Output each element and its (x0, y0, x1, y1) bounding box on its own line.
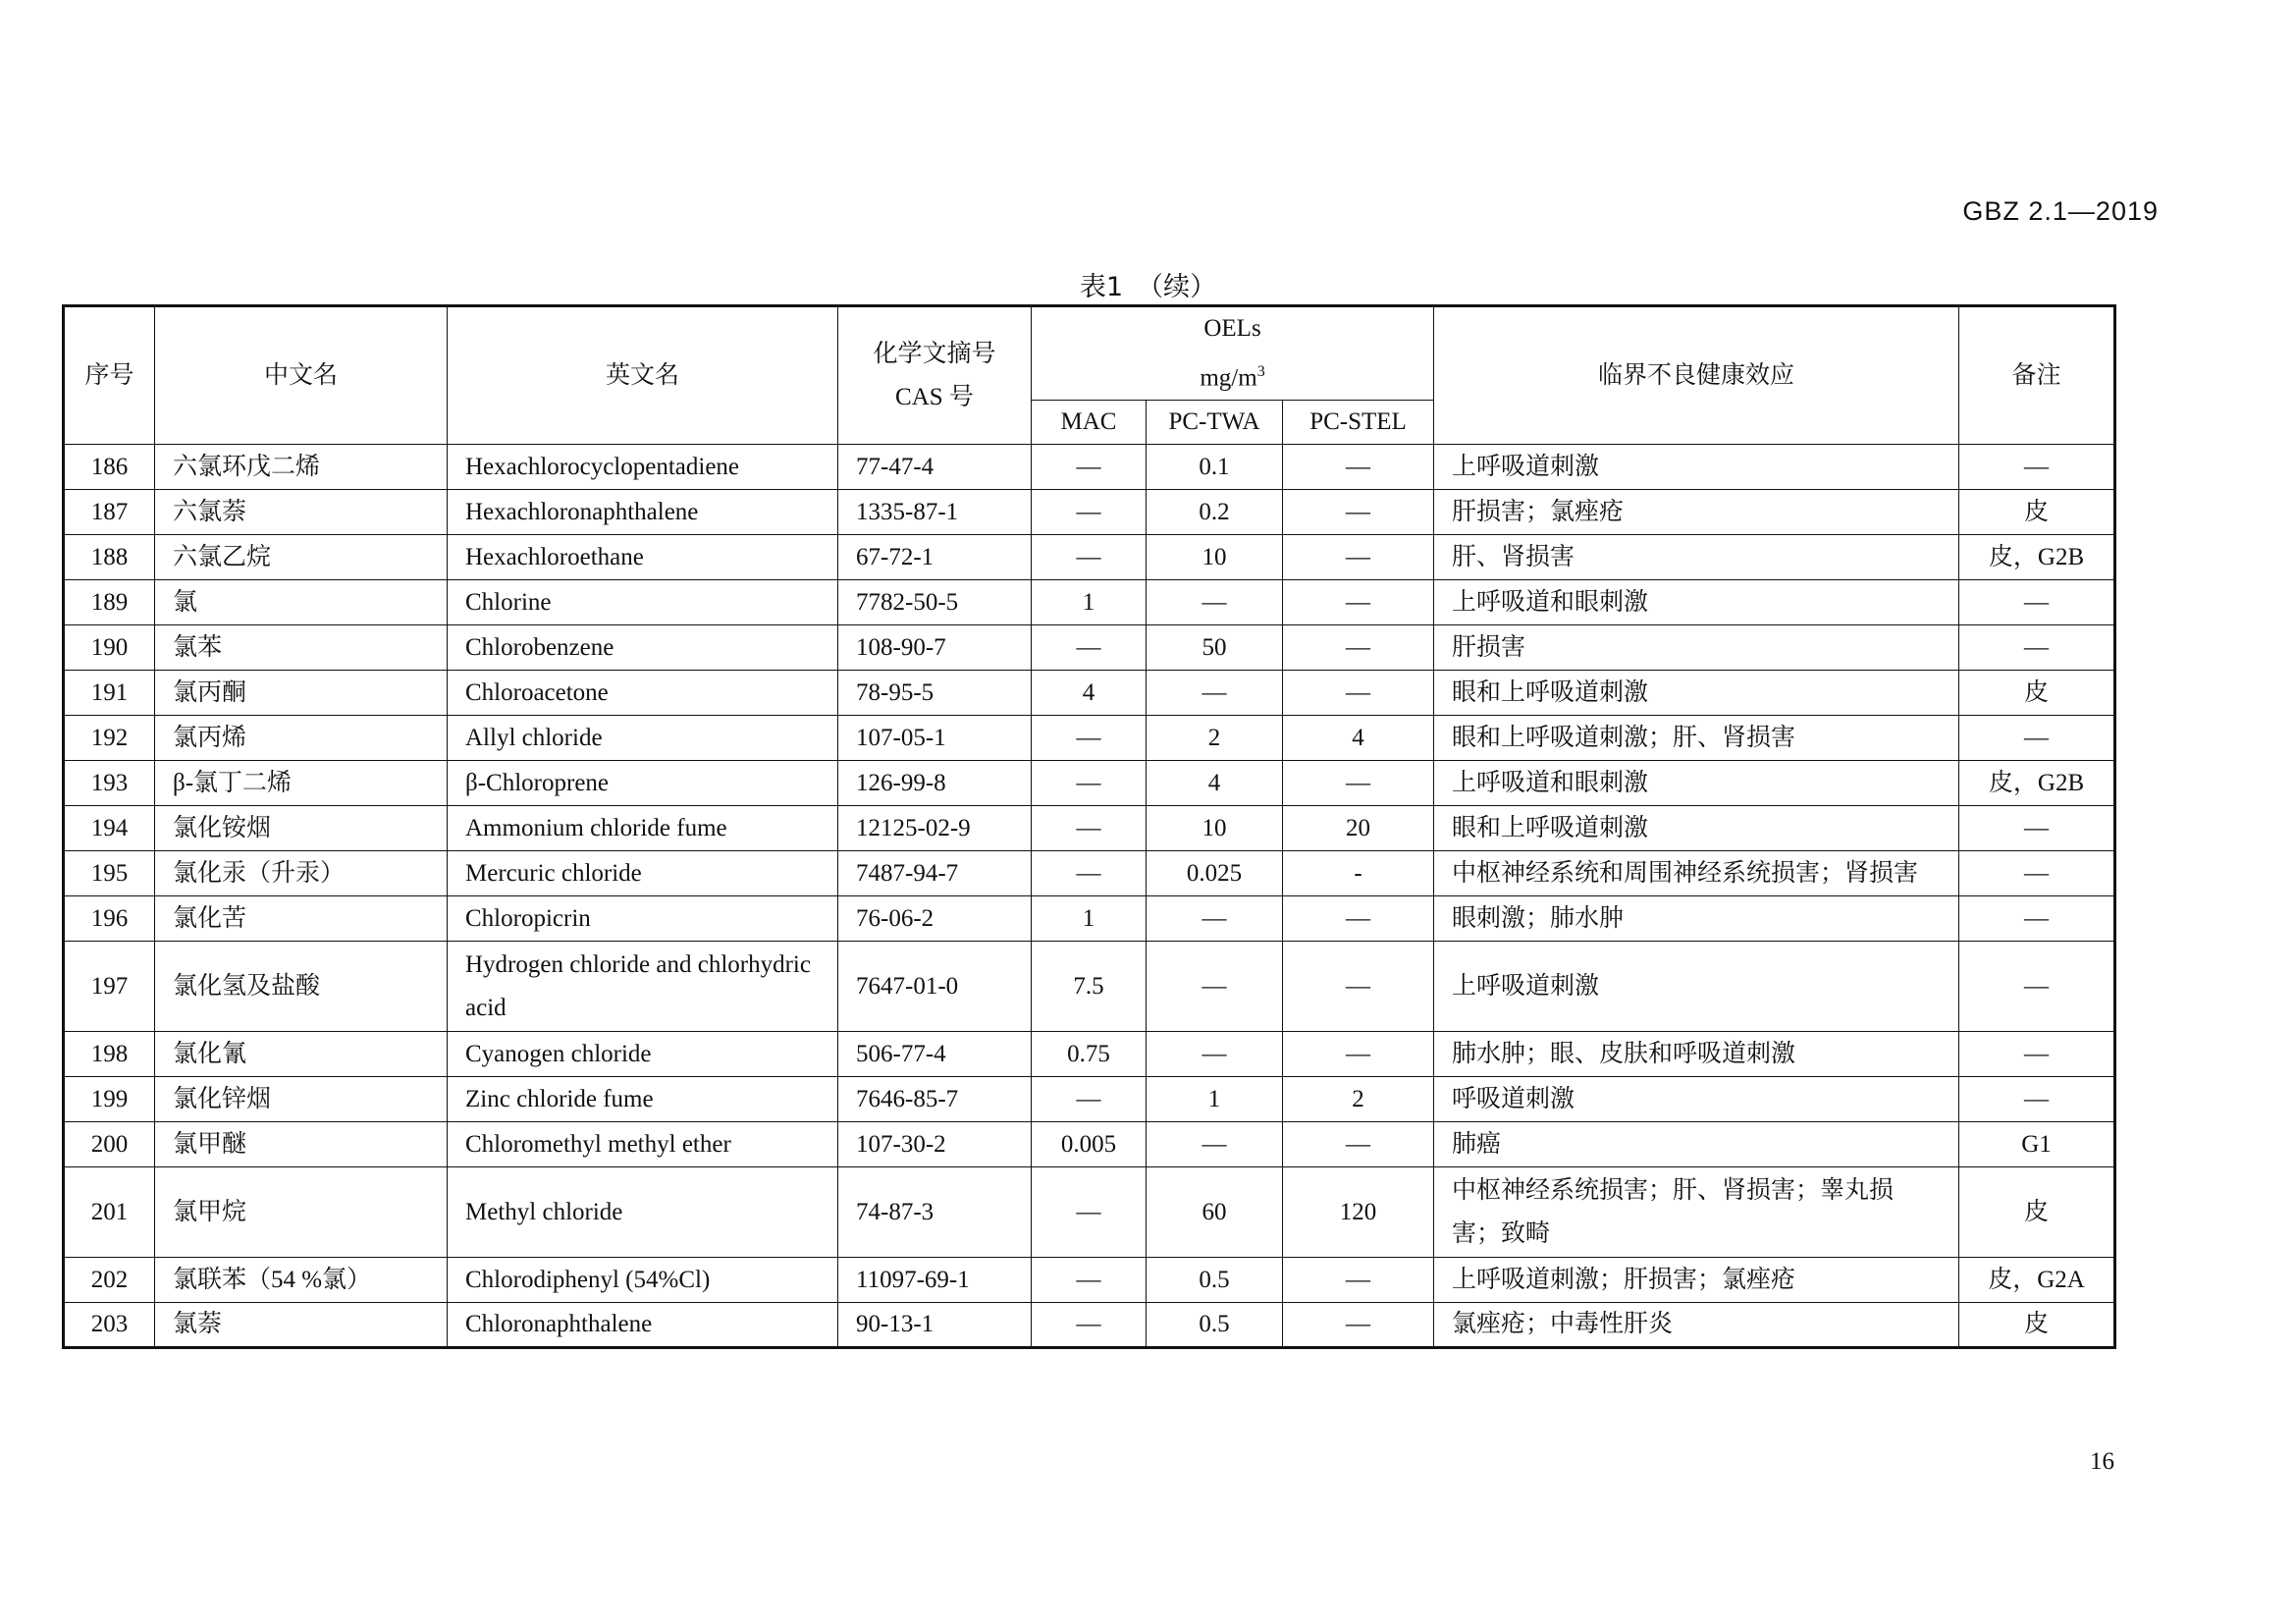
cell-en-name: Zinc chloride fume (448, 1077, 838, 1122)
header-oels-label: OELs (1203, 315, 1261, 342)
cell-note: — (1959, 580, 2115, 625)
table-row (64, 445, 2115, 490)
cell-note: — (1959, 851, 2115, 896)
cell-pc-twa: 50 (1147, 625, 1283, 671)
table-row (64, 535, 2115, 580)
cell-no: 192 (64, 716, 155, 761)
cell-pc-stel: — (1283, 580, 1434, 625)
table-row (64, 1303, 2115, 1348)
cell-cn-name: β-氯丁二烯 (155, 761, 448, 806)
cell-en-name: Mercuric chloride (448, 851, 838, 896)
cell-effect: 肺水肿；眼、皮肤和呼吸道刺激 (1434, 1032, 1959, 1077)
cell-cas: 74-87-3 (838, 1167, 1032, 1258)
table-row (64, 851, 2115, 896)
cell-cas: 506-77-4 (838, 1032, 1032, 1077)
unit-exponent: 3 (1256, 363, 1265, 380)
cell-cas: 107-05-1 (838, 716, 1032, 761)
cell-en-name: β-Chloroprene (448, 761, 838, 806)
cell-effect: 肝损害 (1434, 625, 1959, 671)
cell-pc-stel: — (1283, 625, 1434, 671)
table-row (64, 806, 2115, 851)
table-row (64, 671, 2115, 716)
cell-mac: — (1032, 625, 1147, 671)
header-cas (838, 306, 1032, 445)
table-title-label: 表1 (1079, 272, 1124, 302)
header-effect: 临界不良健康效应 (1434, 306, 1959, 445)
cell-mac: — (1032, 1077, 1147, 1122)
cell-cn-name: 氯联苯（54 %氯） (155, 1258, 448, 1303)
cell-note: 皮 (1959, 1303, 2115, 1348)
cell-note: 皮，G2A (1959, 1258, 2115, 1303)
cell-pc-stel: - (1283, 851, 1434, 896)
cell-note: — (1959, 1077, 2115, 1122)
table-row (64, 1122, 2115, 1167)
cell-pc-twa: 0.5 (1147, 1258, 1283, 1303)
cell-cn-name: 氯丙烯 (155, 716, 448, 761)
cell-cn-name: 氯化铵烟 (155, 806, 448, 851)
cell-pc-twa: 0.1 (1147, 445, 1283, 490)
cell-note: — (1959, 625, 2115, 671)
cell-mac: 0.75 (1032, 1032, 1147, 1077)
cell-mac: — (1032, 851, 1147, 896)
table-row (64, 580, 2115, 625)
cell-cas: 76-06-2 (838, 896, 1032, 942)
cell-cas: 126-99-8 (838, 761, 1032, 806)
table-row (64, 490, 2115, 535)
cell-cas: 12125-02-9 (838, 806, 1032, 851)
cell-note: — (1959, 716, 2115, 761)
cell-pc-stel: — (1283, 1303, 1434, 1348)
cell-en-name: Chloronaphthalene (448, 1303, 838, 1348)
cell-pc-stel: — (1283, 1258, 1434, 1303)
cell-mac: — (1032, 490, 1147, 535)
cell-effect: 肺癌 (1434, 1122, 1959, 1167)
cell-cn-name: 六氯萘 (155, 490, 448, 535)
cell-en-name: Chlorobenzene (448, 625, 838, 671)
cell-mac: — (1032, 806, 1147, 851)
cell-pc-twa: 0.5 (1147, 1303, 1283, 1348)
cell-no: 199 (64, 1077, 155, 1122)
cell-cn-name: 氯化氰 (155, 1032, 448, 1077)
cell-en-name: Hexachlorocyclopentadiene (448, 445, 838, 490)
cell-effect: 氯痤疮；中毒性肝炎 (1434, 1303, 1959, 1348)
cell-mac: — (1032, 1167, 1147, 1258)
table-row (64, 1077, 2115, 1122)
cell-pc-stel: — (1283, 1032, 1434, 1077)
table-row (64, 761, 2115, 806)
cell-cas: 1335-87-1 (838, 490, 1032, 535)
header-cas-line1: 化学文摘号 (873, 340, 996, 367)
cell-pc-stel: — (1283, 490, 1434, 535)
cell-pc-stel: — (1283, 445, 1434, 490)
cell-pc-stel: 4 (1283, 716, 1434, 761)
cell-note: — (1959, 445, 2115, 490)
cell-effect: 眼和上呼吸道刺激 (1434, 671, 1959, 716)
cell-mac: 1 (1032, 896, 1147, 942)
standard-code: GBZ 2.1—2019 (1962, 196, 2159, 226)
cell-mac: 0.005 (1032, 1122, 1147, 1167)
cell-cn-name: 氯化汞（升汞） (155, 851, 448, 896)
cell-mac: — (1032, 1258, 1147, 1303)
cell-pc-twa: 10 (1147, 806, 1283, 851)
cell-no: 188 (64, 535, 155, 580)
cell-cn-name: 六氯环戊二烯 (155, 445, 448, 490)
cell-note: 皮，G2B (1959, 761, 2115, 806)
cell-no: 195 (64, 851, 155, 896)
cell-pc-twa: 0.025 (1147, 851, 1283, 896)
table-title-continued: （续） (1137, 272, 1217, 302)
table-row (64, 716, 2115, 761)
cell-effect: 中枢神经系统和周围神经系统损害；肾损害 (1434, 851, 1959, 896)
table-row (64, 1167, 2115, 1258)
cell-pc-twa: — (1147, 580, 1283, 625)
cell-cn-name: 氯甲醚 (155, 1122, 448, 1167)
cell-pc-stel: — (1283, 671, 1434, 716)
cell-pc-twa: 0.2 (1147, 490, 1283, 535)
table-row (64, 1032, 2115, 1077)
cell-effect: 肝损害；氯痤疮 (1434, 490, 1959, 535)
cell-effect: 上呼吸道和眼刺激 (1434, 580, 1959, 625)
header-en-name: 英文名 (448, 306, 838, 445)
cell-en-name: Hexachloronaphthalene (448, 490, 838, 535)
cell-cn-name: 氯 (155, 580, 448, 625)
cell-en-name: Chloropicrin (448, 896, 838, 942)
cell-cas: 11097-69-1 (838, 1258, 1032, 1303)
cell-cn-name: 六氯乙烷 (155, 535, 448, 580)
cell-cn-name: 氯化氢及盐酸 (155, 942, 448, 1032)
cell-mac: — (1032, 716, 1147, 761)
header-oels-unit (1049, 351, 1415, 400)
cell-pc-stel: — (1283, 942, 1434, 1032)
header-pc-stel: PC-STEL (1283, 401, 1434, 445)
cell-en-name: Ammonium chloride fume (448, 806, 838, 851)
cell-no: 194 (64, 806, 155, 851)
cell-pc-twa: — (1147, 1032, 1283, 1077)
cell-cas: 77-47-4 (838, 445, 1032, 490)
header-note: 备注 (1959, 306, 2115, 445)
cell-no: 186 (64, 445, 155, 490)
cell-effect: 上呼吸道刺激 (1434, 942, 1959, 1032)
cell-effect: 中枢神经系统损害；肝、肾损害；睾丸损害；致畸 (1434, 1167, 1959, 1258)
cell-effect: 肝、肾损害 (1434, 535, 1959, 580)
cell-cas: 67-72-1 (838, 535, 1032, 580)
cell-mac: — (1032, 535, 1147, 580)
cell-note: — (1959, 896, 2115, 942)
cell-note: — (1959, 1032, 2115, 1077)
cell-no: 189 (64, 580, 155, 625)
cell-pc-twa: 10 (1147, 535, 1283, 580)
cell-en-name: Chlorine (448, 580, 838, 625)
cell-no: 203 (64, 1303, 155, 1348)
cell-no: 193 (64, 761, 155, 806)
cell-cn-name: 氯化锌烟 (155, 1077, 448, 1122)
cell-mac: 4 (1032, 671, 1147, 716)
cell-en-name: Cyanogen chloride (448, 1032, 838, 1077)
cell-en-name: Chlorodiphenyl (54%Cl) (448, 1258, 838, 1303)
cell-effect: 眼刺激；肺水肿 (1434, 896, 1959, 942)
cell-note: G1 (1959, 1122, 2115, 1167)
cell-en-name: Chloromethyl methyl ether (448, 1122, 838, 1167)
header-oels (1032, 306, 1434, 401)
cell-note: 皮 (1959, 490, 2115, 535)
cell-cas: 7647-01-0 (838, 942, 1032, 1032)
cell-pc-twa: — (1147, 1122, 1283, 1167)
table-title (0, 265, 2296, 303)
header-no: 序号 (64, 306, 155, 445)
cell-no: 197 (64, 942, 155, 1032)
cell-pc-stel: — (1283, 1122, 1434, 1167)
table-body (64, 445, 2115, 1348)
cell-effect: 上呼吸道刺激 (1434, 445, 1959, 490)
cell-no: 187 (64, 490, 155, 535)
cell-en-name: Allyl chloride (448, 716, 838, 761)
unit-base: mg/m (1200, 364, 1257, 392)
cell-pc-twa: — (1147, 671, 1283, 716)
cell-mac: — (1032, 445, 1147, 490)
cell-no: 196 (64, 896, 155, 942)
table-row (64, 1258, 2115, 1303)
header-mac: MAC (1032, 401, 1147, 445)
cell-en-name: Hydrogen chloride and chlorhydric acid (448, 942, 838, 1032)
cell-note: 皮 (1959, 671, 2115, 716)
cell-effect: 呼吸道刺激 (1434, 1077, 1959, 1122)
cell-mac: 1 (1032, 580, 1147, 625)
cell-effect: 眼和上呼吸道刺激 (1434, 806, 1959, 851)
cell-en-name: Methyl chloride (448, 1167, 838, 1258)
table-row (64, 625, 2115, 671)
cell-pc-stel: 20 (1283, 806, 1434, 851)
cell-no: 191 (64, 671, 155, 716)
cell-pc-twa: 4 (1147, 761, 1283, 806)
cell-en-name: Hexachloroethane (448, 535, 838, 580)
table-header (64, 306, 2115, 445)
cell-pc-stel: — (1283, 896, 1434, 942)
header-cas-line2: CAS 号 (895, 383, 974, 410)
oel-table (62, 304, 2116, 1349)
cell-mac: — (1032, 761, 1147, 806)
cell-cn-name: 氯丙酮 (155, 671, 448, 716)
cell-cas: 107-30-2 (838, 1122, 1032, 1167)
cell-pc-twa: 60 (1147, 1167, 1283, 1258)
header-cn-name: 中文名 (155, 306, 448, 445)
cell-effect: 上呼吸道刺激；肝损害；氯痤疮 (1434, 1258, 1959, 1303)
cell-pc-stel: 2 (1283, 1077, 1434, 1122)
cell-note: 皮 (1959, 1167, 2115, 1258)
cell-pc-twa: — (1147, 942, 1283, 1032)
cell-cn-name: 氯萘 (155, 1303, 448, 1348)
cell-mac: 7.5 (1032, 942, 1147, 1032)
cell-cas: 78-95-5 (838, 671, 1032, 716)
cell-no: 201 (64, 1167, 155, 1258)
cell-note: 皮，G2B (1959, 535, 2115, 580)
cell-pc-twa: 1 (1147, 1077, 1283, 1122)
cell-pc-stel: — (1283, 761, 1434, 806)
cell-mac: — (1032, 1303, 1147, 1348)
cell-en-name: Chloroacetone (448, 671, 838, 716)
cell-cas: 7782-50-5 (838, 580, 1032, 625)
cell-cn-name: 氯化苦 (155, 896, 448, 942)
cell-effect: 眼和上呼吸道刺激；肝、肾损害 (1434, 716, 1959, 761)
cell-pc-twa: 2 (1147, 716, 1283, 761)
cell-no: 200 (64, 1122, 155, 1167)
cell-cas: 7487-94-7 (838, 851, 1032, 896)
cell-cas: 90-13-1 (838, 1303, 1032, 1348)
cell-pc-stel: — (1283, 535, 1434, 580)
cell-no: 190 (64, 625, 155, 671)
cell-pc-twa: — (1147, 896, 1283, 942)
page-number: 16 (2090, 1448, 2114, 1475)
cell-cas: 7646-85-7 (838, 1077, 1032, 1122)
cell-pc-stel: 120 (1283, 1167, 1434, 1258)
cell-note: — (1959, 942, 2115, 1032)
cell-cn-name: 氯苯 (155, 625, 448, 671)
cell-cn-name: 氯甲烷 (155, 1167, 448, 1258)
table-row (64, 942, 2115, 1032)
cell-note: — (1959, 806, 2115, 851)
cell-no: 202 (64, 1258, 155, 1303)
header-pc-twa: PC-TWA (1147, 401, 1283, 445)
table-row (64, 896, 2115, 942)
cell-effect: 上呼吸道和眼刺激 (1434, 761, 1959, 806)
cell-cas: 108-90-7 (838, 625, 1032, 671)
cell-no: 198 (64, 1032, 155, 1077)
